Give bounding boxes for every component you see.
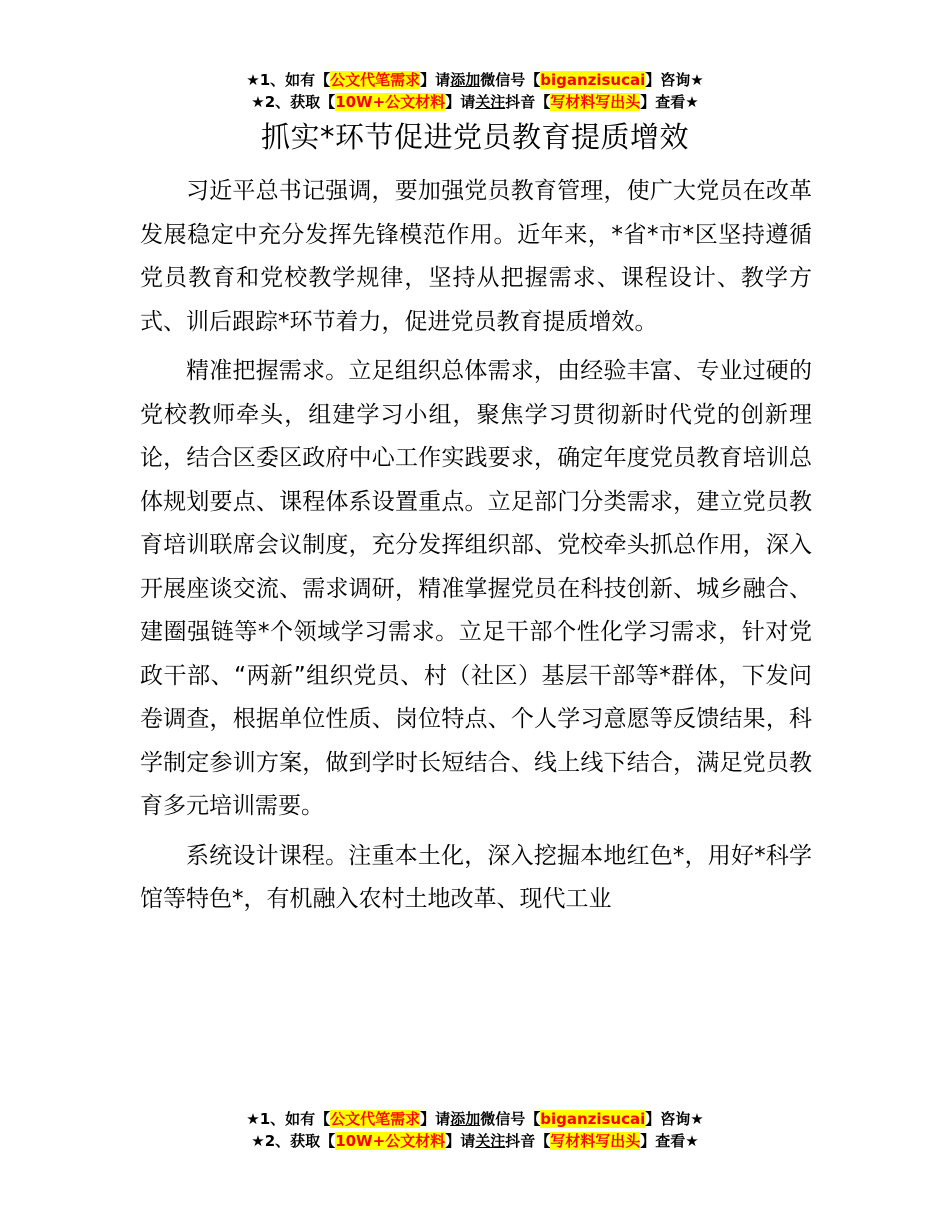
promo-highlight-materials: 10W+公文材料 — [335, 1132, 446, 1150]
promo-text: 微信号【 — [480, 1110, 541, 1128]
document-body — [140, 170, 812, 928]
document-title: 抓实*环节促进党员教育提质增效 — [260, 120, 689, 154]
promo-highlight-ghostwriting: 公文代笔需求 — [330, 71, 421, 89]
promo-text: 】请 — [445, 93, 476, 111]
promo-highlight-douyin-id: 写材料写出头 — [550, 1132, 641, 1150]
promo-emphasis-add: 添加 — [450, 1110, 481, 1128]
promo-text: 】查看★ — [640, 1132, 699, 1150]
promo-text: 】请 — [420, 71, 451, 89]
promo-emphasis-follow: 关注 — [475, 93, 506, 111]
promo-text: 抖音【 — [505, 1132, 551, 1150]
paragraph-curriculum: 系统设计课程。注重本土化，深入挖掘本地红色*，用好*科学馆等特色*，有机融入农村土地改革、现代工业 — [140, 842, 812, 912]
paragraph-intro: 习近平总书记强调，要加强党员教育管理，使广大党员在改革发展稳定中充分发挥先锋模范作用。近年来，*省*市*区坚持遵循党员教育和党校教学规律，坚持从把握需求、课程设计、教学方式、训后跟踪*环节着力，促进党员教育提质增效。 — [140, 178, 812, 335]
promo-highlight-ghostwriting: 公文代笔需求 — [330, 1110, 421, 1128]
promo-emphasis-follow: 关注 — [475, 1132, 506, 1150]
promo-line-wechat — [0, 1108, 950, 1130]
promo-emphasis-add: 添加 — [450, 71, 481, 89]
promo-text: 】咨询★ — [645, 1110, 704, 1128]
promo-text: 】查看★ — [640, 93, 699, 111]
promo-text: 】请 — [445, 1132, 476, 1150]
promo-text: ★2、获取【 — [251, 1132, 336, 1150]
promo-text: 抖音【 — [505, 93, 551, 111]
promo-text: 微信号【 — [480, 71, 541, 89]
promo-text: ★2、获取【 — [251, 93, 336, 111]
promo-text: ★1、如有【 — [246, 1110, 331, 1128]
promo-highlight-materials: 10W+公文材料 — [335, 93, 446, 111]
promo-line-wechat — [0, 69, 950, 91]
promo-line-douyin — [0, 91, 950, 113]
promo-highlight-wechat-id: biganzisucai — [540, 71, 646, 89]
promo-text: 】请 — [420, 1110, 451, 1128]
promo-highlight-douyin-id: 写材料写出头 — [550, 93, 641, 111]
paragraph-needs: 精准把握需求。立足组织总体需求，由经验丰富、专业过硬的党校教师牵头，组建学习小组，聚焦学习贯彻新时代党的创新理论，结合区委区政府中心工作实践要求，确定年度党员教育培训总体规划要点、课程体系设置重点。立足部门分类需求，建立党员教育培训联席会议制度，充分发挥组织部、党校牵头抓总作用，深入开展座谈交流、需求调研，精准掌握党员在科技创新、城乡融合、建圈强链等*个领域学习需求。立足干部个性化学习需求，针对党政干部、“两新”组织党员、村（社区）基层干部等*群体，下发问卷调查，根据单位性质、岗位特点、个人学习意愿等反馈结果，科学制定参训方案，做到学时长短结合、线上线下结合，满足党员教育多元培训需要。 — [140, 358, 812, 819]
promo-line-douyin — [0, 1130, 950, 1152]
promo-banner-bottom — [0, 1108, 950, 1152]
promo-banner-top — [0, 69, 950, 113]
promo-text: ★1、如有【 — [246, 71, 331, 89]
promo-highlight-wechat-id: biganzisucai — [540, 1110, 646, 1128]
promo-text: 】咨询★ — [645, 71, 704, 89]
